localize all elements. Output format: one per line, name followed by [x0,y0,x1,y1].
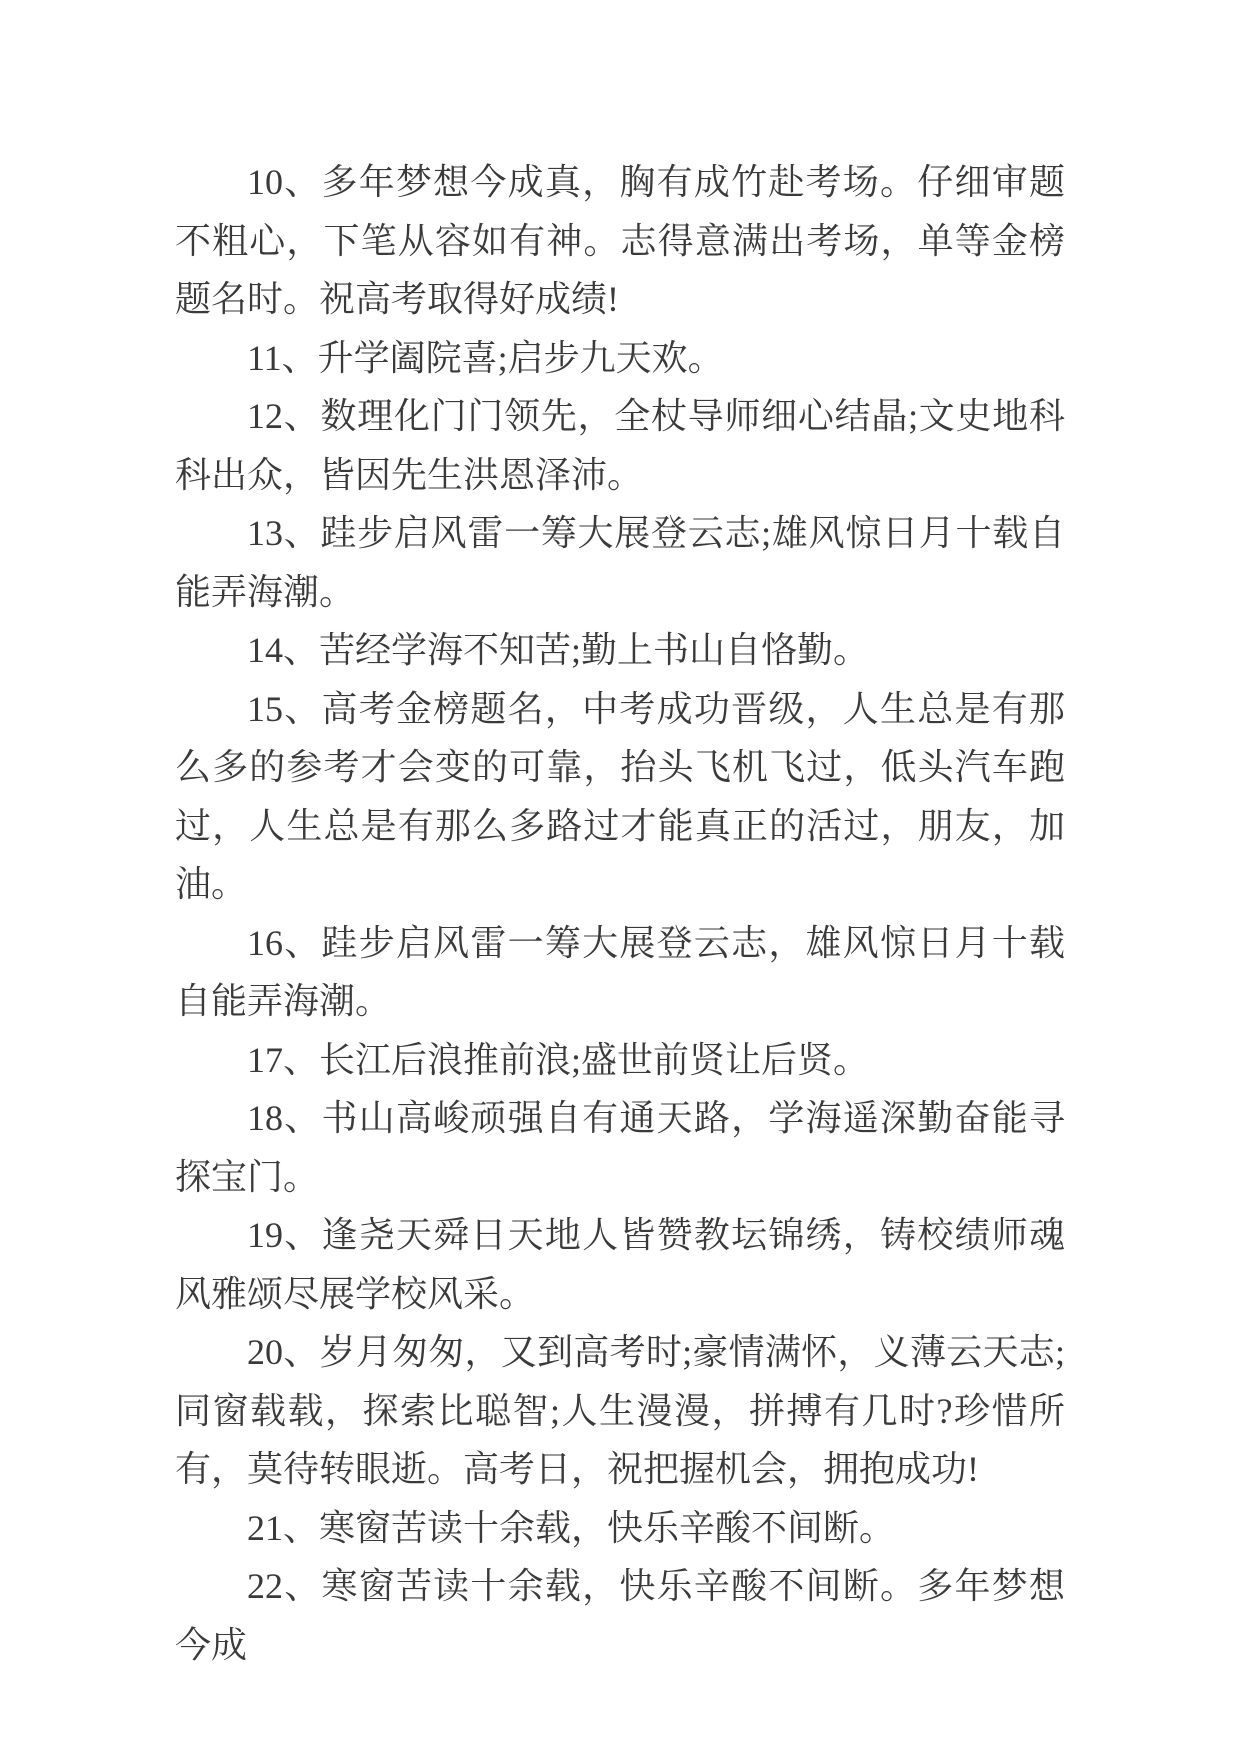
paragraph-item-22: 22、寒窗苦读十余载，快乐辛酸不间断。多年梦想今成 [175,1566,1065,1665]
paragraph-item-14: 14、苦经学海不知苦;勤上书山自恪勤。 [247,630,870,670]
paragraph-item-17: 17、长江后浪推前浪;盛世前贤让后贤。 [247,1039,870,1080]
paragraph-item-20: 20、岁月匆匆，又到高考时;豪情满怀，义薄云天志;同窗载载，探索比聪智;人生漫漫，拼搏有几时?珍惜所有，莫待转眼逝。高考日，祝把握机会，拥抱成功! [175,1332,1065,1489]
paragraph-item-11: 11、升学阖院喜;启步九天欢。 [247,337,724,378]
paragraph-item-12: 12、数理化门门领先，全杖导师细心结晶;文史地科科出众，皆因先生洪恩泽沛。 [175,396,1065,495]
document-body [175,153,1065,1674]
paragraph-item-15: 15、高考金榜题名，中考成功晋级，人生总是有那么多的参考才会变的可靠，抬头飞机飞过，低头汽车跑过，人生总是有那么多路过才能真正的活过，朋友，加油。 [175,688,1065,904]
paragraph-item-13: 13、跬步启风雷一筹大展登云志;雄风惊日月十载自能弄海潮。 [175,513,1065,612]
paragraph-item-16: 16、跬步启风雷一筹大展登云志，雄风惊日月十载自能弄海潮。 [175,922,1065,1021]
paragraph-item-21: 21、寒窗苦读十余载，快乐辛酸不间断。 [247,1507,896,1548]
paragraph-item-18: 18、书山高峻顽强自有通天路，学海遥深勤奋能寻探宝门。 [175,1098,1065,1197]
paragraph-item-10: 10、多年梦想今成真，胸有成竹赴考场。仔细审题不粗心，下笔从容如有神。志得意满出考场，单等金榜题名时。祝高考取得好成绩! [175,162,1065,319]
paragraph-item-19: 19、逢尧天舜日天地人皆赞教坛锦绣，铸校绩师魂风雅颂尽展学校风采。 [175,1215,1065,1314]
